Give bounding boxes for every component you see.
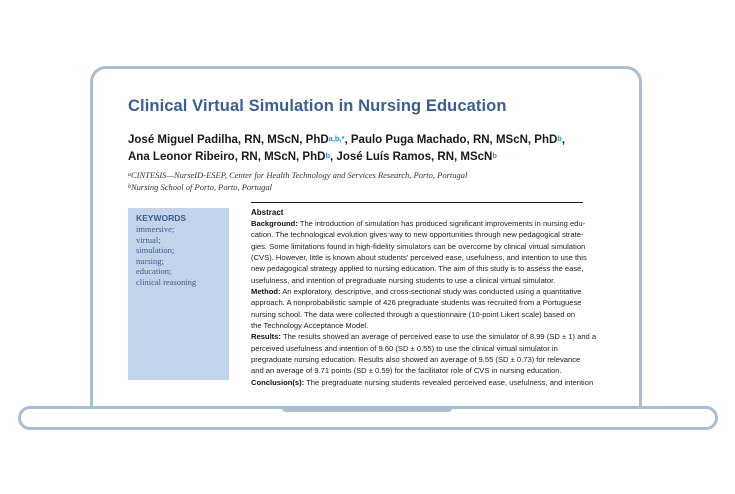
abstract-line — [251, 343, 583, 354]
abstract-line-text: perceived usefulness and intention of 9.60 (SD ± 0.55) to use the clinical virtual simulator in — [251, 343, 558, 353]
abstract-section-label: Conclusion(s): — [251, 377, 305, 387]
keyword-item: clinical reasoning — [136, 276, 197, 287]
keyword-item: immersive; — [136, 224, 175, 234]
abstract-line — [251, 218, 586, 229]
affiliation-item: $^b$Nursing School of Porto, Porto, Portugal — [128, 182, 272, 192]
abstract-section-label: Background: — [251, 219, 298, 228]
keywords-heading: KEYWORDS — [136, 213, 187, 223]
abstract-line-text: An exploratory, descriptive, and cross-sectional study was conducted using a quantitative — [280, 287, 582, 297]
abstract-line — [251, 263, 583, 274]
abstract-line-text: (CVS). However, little is known about students' perceived ease, usefulness, and intention to use this — [251, 253, 587, 263]
author-name: Ana Leonor Ribeiro, RN, MScN, PhD — [128, 151, 326, 163]
keywords-box — [128, 208, 229, 380]
abstract-line — [251, 377, 594, 388]
keyword-item: education; — [136, 266, 172, 276]
abstract-line — [251, 286, 583, 297]
keyword-item: nursing; — [136, 255, 164, 266]
abstract-body — [251, 218, 597, 388]
abstract-line-text: The pregraduate nursing students revealed perceived ease, usefulness, and intention — [304, 377, 594, 387]
author-affiliation-mark: a,b,* — [328, 134, 345, 143]
abstract-line — [251, 309, 583, 320]
abstract-line-text: nursing school. The data were collected through a questionnaire (10-point Likert scale) based on — [251, 309, 576, 319]
abstract-line — [251, 241, 586, 252]
author-line-2: Ana Leonor Ribeiro, RN, MScN, PhD$^b$, José Luís Ramos, RN, MScN$^b$ — [128, 151, 497, 163]
author-affiliation-mark: b — [325, 151, 331, 160]
abstract-line — [251, 252, 587, 263]
author-name: José Miguel Padilha, RN, MScN, PhD — [128, 134, 329, 146]
paper-title: Clinical Virtual Simulation in Nursing Education — [128, 97, 507, 115]
author-list — [128, 132, 565, 166]
abstract-line-text: cation. The technological evolution gives way to new opportunities through new pedagogical strate- — [251, 230, 584, 240]
author-line-1: José Miguel Padilha, RN, MScN, PhD$^{a,b,*}$, Paulo Puga Machado, RN, MScN, PhD$^b$, — [128, 134, 566, 146]
abstract-line-text: new pedagogical strategy applied to nursing education. The aim of this study is to assess the ease, — [251, 264, 584, 274]
abstract-line — [251, 331, 597, 342]
abstract-line — [251, 365, 583, 376]
affiliations — [128, 169, 467, 193]
affiliation-item: $^a$CINTESIS—NurseID-ESEP, Center for Health Technology and Services Research, Porto, Portugal — [128, 170, 468, 180]
abstract-line — [251, 229, 583, 240]
abstract-line-text: and an average of 9.71 points (SD ± 0.59) for the facilitator role of CVS in nursing education. — [251, 366, 562, 376]
abstract-line-text: gies. Some limitations found in high-fidelity simulators can be overcome by clinical virtual simulation — [251, 241, 586, 251]
abstract-section-label: Method: — [251, 287, 281, 297]
abstract-line — [251, 297, 583, 308]
abstract-line-text: pregraduate nursing education. Results also showed an average of 9.55 (SD ± 0.73) for relevance — [251, 355, 581, 365]
abstract-heading: Abstract — [251, 208, 284, 217]
laptop-screen — [90, 66, 642, 407]
abstract-line — [251, 275, 583, 286]
abstract-line-text: The introduction of simulation has produced significant improvements in nursing edu- — [297, 219, 586, 228]
author-affiliation-mark: b — [492, 151, 497, 160]
keyword-item: virtual; — [136, 234, 161, 245]
abstract-line — [251, 354, 583, 365]
abstract-line-text: the Technology Acceptance Model. — [251, 321, 369, 331]
abstract-line-text: The results showed an average of perceived ease to use the simulator of 8.99 (SD ± 1) and a — [280, 332, 597, 342]
abstract-line-text: approach. A nonprobabilistic sample of 426 pregraduate students was recruited from a Portuguese — [251, 298, 582, 308]
abstract-section-label: Results: — [251, 332, 281, 342]
abstract-line-text: usefulness, and intention of pregraduate nursing students to use a clinical virtual simulator. — [251, 275, 556, 285]
author-affiliation-mark: b — [557, 134, 562, 143]
author-name: Paulo Puga Machado, RN, MScN, PhD — [350, 134, 558, 146]
keyword-item: simulation; — [136, 245, 175, 255]
author-name: José Luís Ramos, RN, MScN — [336, 151, 493, 163]
abstract-section — [251, 202, 597, 388]
abstract-line — [251, 320, 583, 331]
laptop-hinge — [282, 406, 452, 412]
